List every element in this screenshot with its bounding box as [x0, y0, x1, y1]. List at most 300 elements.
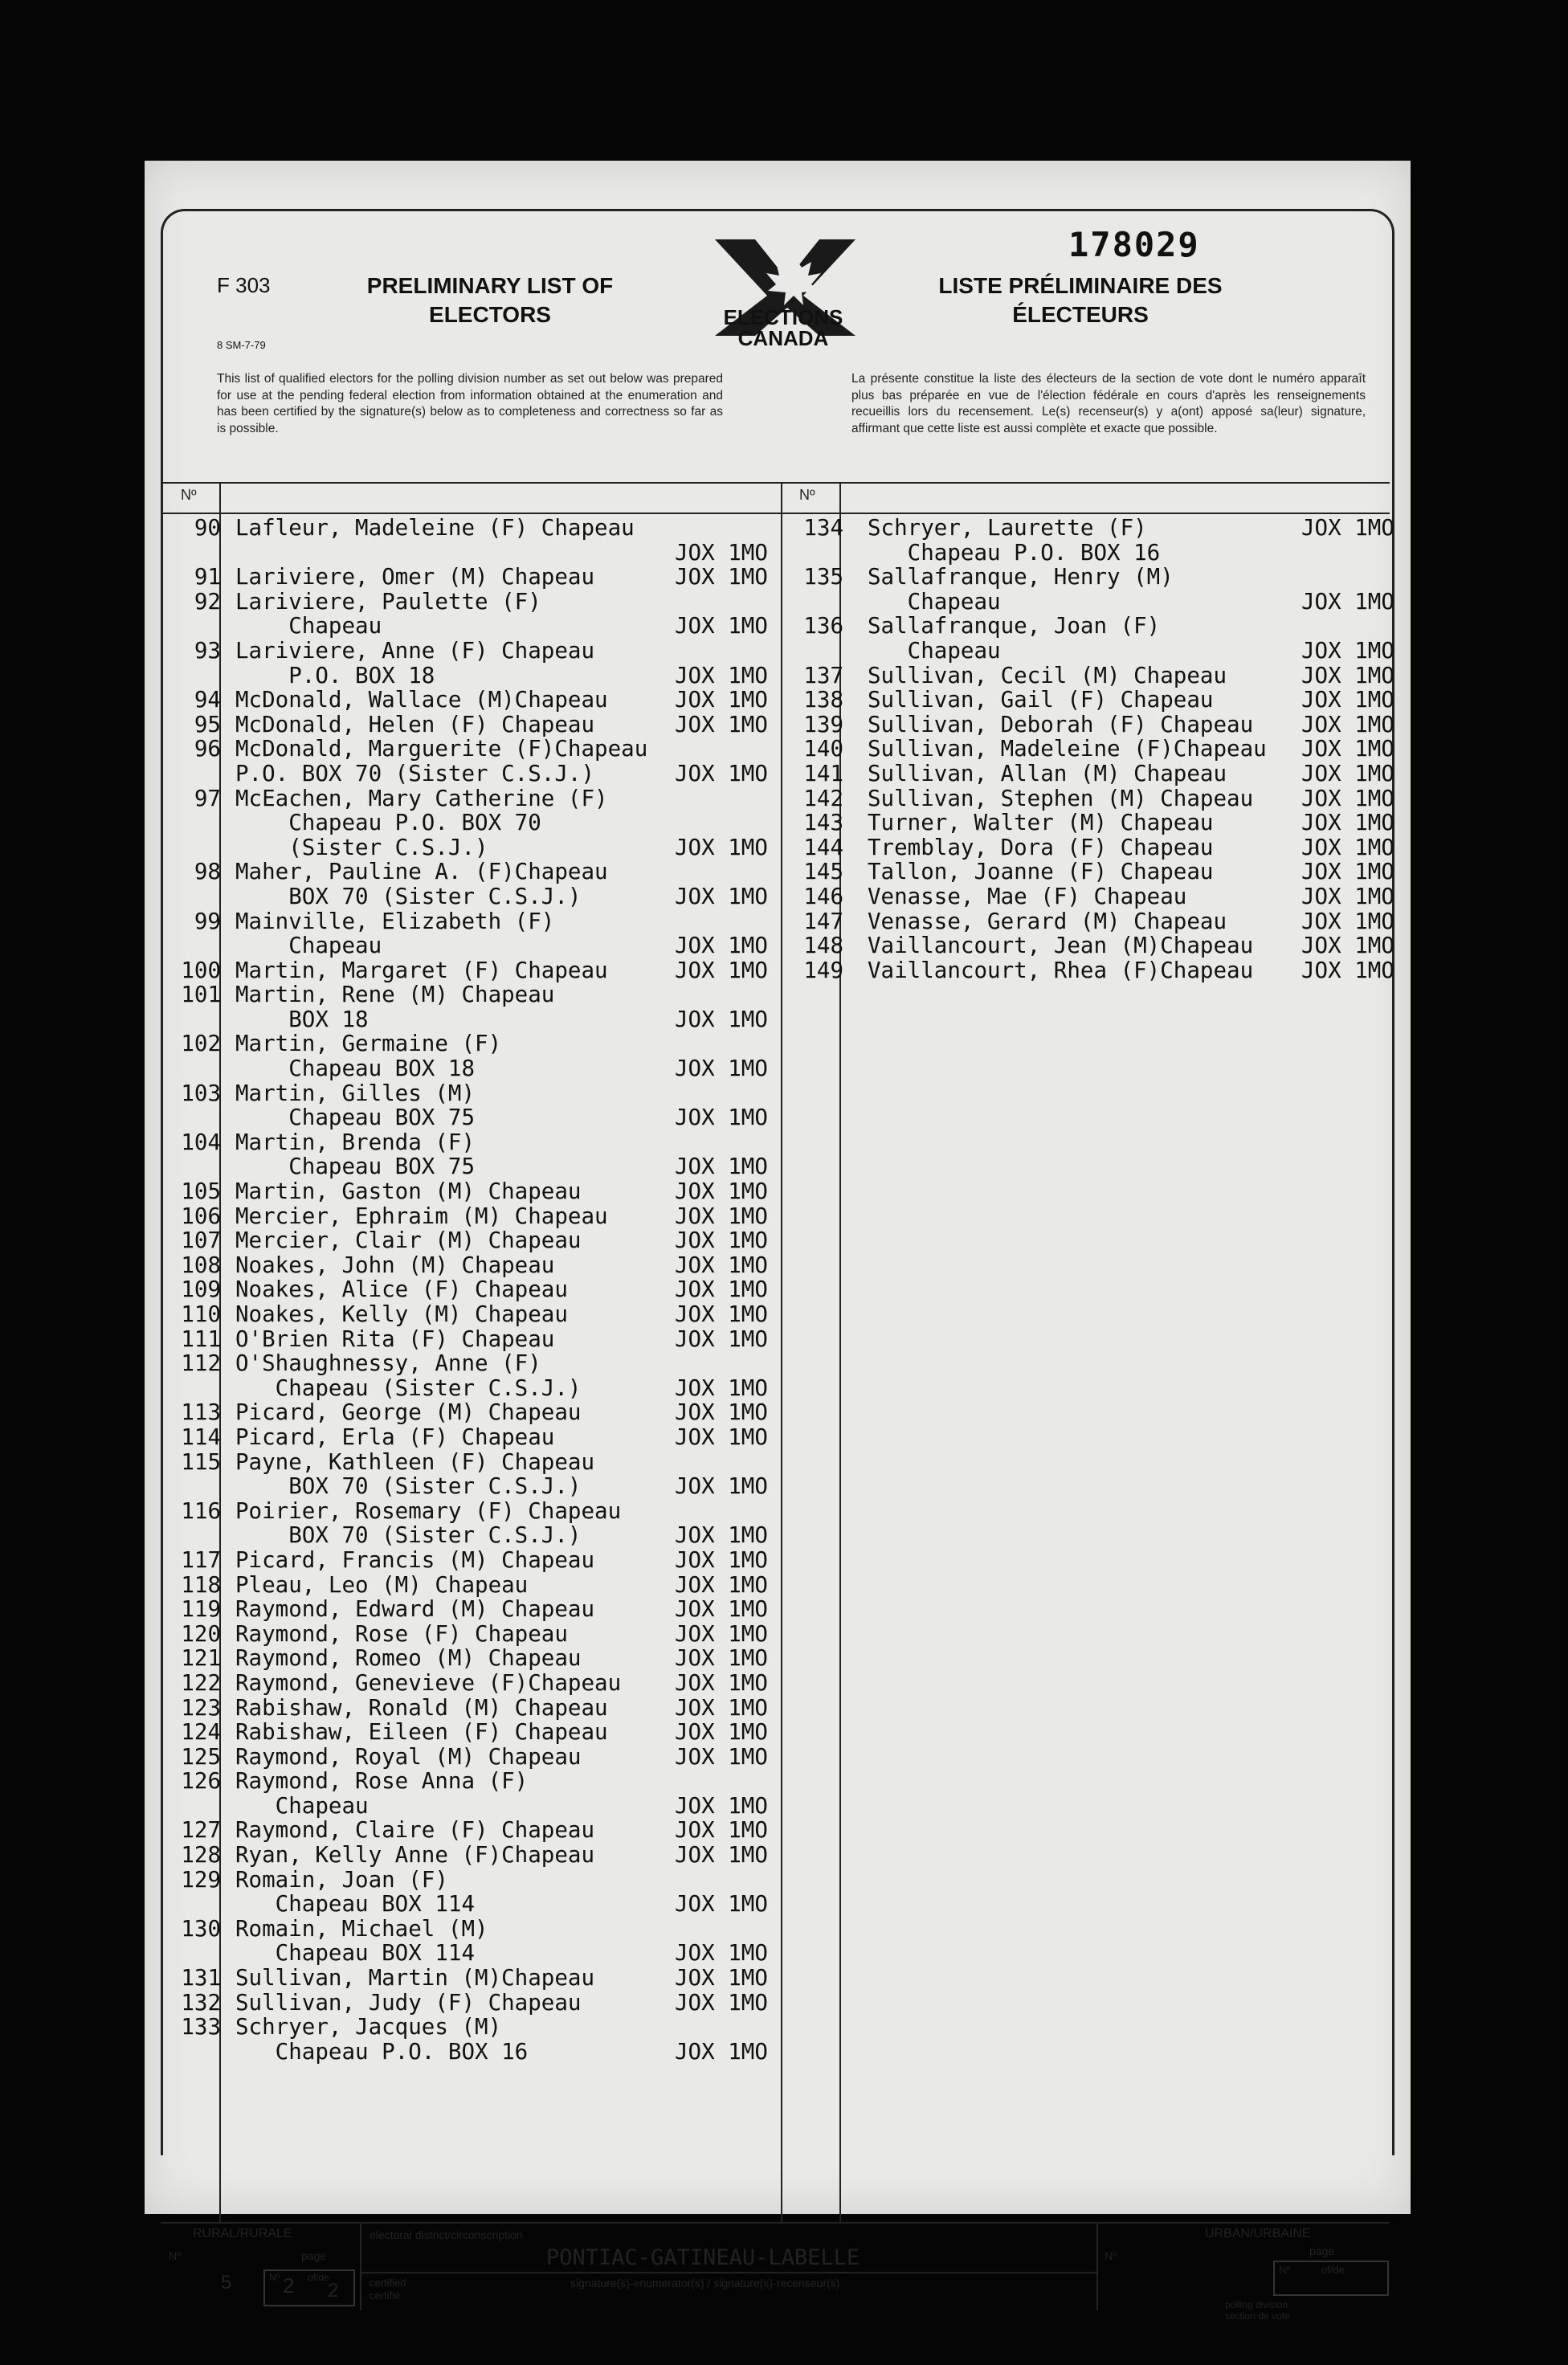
elector-name-address: Sullivan, Allan (M) Chapeau	[868, 760, 1227, 786]
elector-entry	[173, 1769, 779, 1818]
elector-name-address: Pleau, Leo (M) Chapeau	[235, 1571, 529, 1598]
elector-postal-code: JOX 1MO	[1301, 637, 1394, 664]
elector-entry-line	[173, 1671, 779, 1696]
poll-number: 5	[221, 2272, 232, 2294]
rural-no-label: Nº	[169, 2249, 182, 2262]
elector-entry	[173, 1425, 779, 1450]
elector-entry	[173, 1646, 779, 1671]
elector-number: 130	[181, 1915, 221, 1942]
elector-entry-line	[795, 811, 1406, 835]
elector-name-address: Martin, Gilles (M)	[235, 1080, 476, 1106]
elector-name-address: Chapeau P.O. BOX 70	[235, 810, 541, 836]
elector-name-address: Chapeau	[235, 613, 382, 639]
elector-number: 111	[181, 1325, 221, 1352]
elector-name-address: Noakes, Kelly (M) Chapeau	[235, 1301, 568, 1327]
elector-postal-code: JOX 1MO	[675, 1252, 768, 1278]
elector-name-address: O'Shaughnessy, Anne (F)	[235, 1350, 541, 1377]
elector-name-address: Chapeau P.O. BOX 16	[868, 539, 1161, 566]
elector-entry-line	[173, 1031, 779, 1056]
signature-label: signature(s)-enumerator(s) / signature(s)-recenseur(s)	[570, 2277, 840, 2289]
elector-entry	[173, 982, 779, 1031]
elector-postal-code: JOX 1MO	[675, 687, 768, 713]
elector-entry-line	[173, 1794, 779, 1819]
elector-postal-code: JOX 1MO	[675, 662, 768, 688]
elector-name-address: Lariviere, Anne (F) Chapeau	[235, 637, 595, 664]
elector-name-address: O'Brien Rita (F) Chapeau	[235, 1325, 555, 1352]
elector-entry-line	[173, 639, 779, 664]
elector-entry	[173, 1081, 779, 1130]
elector-entry	[795, 614, 1406, 663]
elector-name-address: P.O. BOX 70 (Sister C.S.J.)	[235, 760, 595, 786]
elector-name-address: Schryer, Laurette (F)	[868, 515, 1147, 541]
elector-number: 127	[181, 1817, 221, 1844]
elector-postal-code: JOX 1MO	[675, 1891, 768, 1918]
elector-entry-line	[173, 1154, 779, 1179]
elector-number: 94	[194, 687, 221, 713]
elector-postal-code: JOX 1MO	[675, 1276, 768, 1303]
elector-name-address: BOX 70 (Sister C.S.J.)	[235, 1522, 582, 1549]
form-number: F 303	[217, 273, 271, 297]
elector-name-address: Chapeau BOX 18	[235, 1056, 476, 1082]
elector-list-right	[795, 516, 1406, 982]
elector-entry	[173, 1573, 779, 1598]
elector-entry	[795, 713, 1406, 737]
elector-name-address: BOX 18	[235, 1006, 369, 1032]
elector-entry-line	[173, 614, 779, 639]
header-divider	[161, 482, 1390, 484]
elector-name-address: Lariviere, Paulette (F)	[235, 588, 541, 615]
elector-postal-code: JOX 1MO	[675, 1842, 768, 1869]
elector-entry-line	[173, 811, 779, 835]
elector-entry-line	[795, 909, 1406, 934]
elector-entry-line	[795, 664, 1406, 688]
elector-name-address: Raymond, Rose Anna (F)	[235, 1768, 529, 1795]
elector-name-address: Picard, Francis (M) Chapeau	[235, 1546, 595, 1573]
urban-page-no-label: Nº	[1279, 2264, 1291, 2276]
elector-entry-line	[173, 1351, 779, 1376]
elector-entry-line	[173, 1327, 779, 1352]
elector-entry-line	[173, 1499, 779, 1524]
elector-postal-code: JOX 1MO	[675, 1989, 768, 2016]
elector-entry	[795, 688, 1406, 713]
elector-entry-line	[173, 1228, 779, 1253]
polling-division-label: polling division	[1225, 2299, 1288, 2310]
elector-entry-line	[173, 1376, 779, 1401]
elector-postal-code: JOX 1MO	[675, 1940, 768, 1967]
elector-entry	[795, 811, 1406, 835]
elector-name-address: Venasse, Mae (F) Chapeau	[868, 883, 1187, 909]
elector-name-address: Venasse, Gerard (M) Chapeau	[868, 908, 1227, 934]
elector-number: 114	[181, 1423, 221, 1450]
elector-name-address: Tremblay, Dora (F) Chapeau	[868, 834, 1214, 860]
elector-entry-line	[173, 1573, 779, 1598]
elector-number: 142	[803, 785, 843, 811]
intro-paragraph-french: La présente constitue la liste des électeurs de la section de vote dont le numéro apparaît plus bas préparée en vue de l'élection fédérale en cours d'après les renseignements recueillis lors du recensement. Le(s) recenseur(s) y a(ont) apposé sa(leur) signature, affirmant que cette liste est aussi complète et exacte que possible.	[851, 372, 1366, 435]
elector-entry	[173, 1228, 779, 1253]
elector-number: 144	[803, 834, 843, 860]
elector-postal-code: JOX 1MO	[1301, 736, 1394, 762]
elector-entry	[173, 1597, 779, 1622]
elector-number: 110	[181, 1301, 221, 1327]
elector-name-address: Mainville, Elizabeth (F)	[235, 908, 555, 934]
elector-number: 124	[181, 1719, 221, 1746]
elector-name-address: Sullivan, Deborah (F) Chapeau	[868, 711, 1254, 737]
elector-entry-line	[173, 786, 779, 811]
footer-divider	[161, 2222, 1390, 2224]
elector-entry-line	[173, 1105, 779, 1130]
elector-number: 113	[181, 1399, 221, 1426]
elector-entry	[173, 1351, 779, 1400]
elector-entry-line	[173, 1081, 779, 1106]
elector-entry-line	[173, 1400, 779, 1425]
elector-number: 148	[803, 933, 843, 959]
elector-entry	[173, 737, 779, 786]
elector-entry-line	[173, 1007, 779, 1032]
elector-name-address: Raymond, Claire (F) Chapeau	[235, 1817, 595, 1844]
elector-name-address: Poirier, Rosemary (F) Chapeau	[235, 1497, 622, 1524]
elector-name-address: Chapeau BOX 75	[235, 1105, 476, 1131]
elector-entry-line	[173, 1204, 779, 1229]
urban-page-of-label: of/de	[1321, 2264, 1345, 2276]
elector-name-address: Noakes, John (M) Chapeau	[235, 1252, 555, 1278]
elector-entry	[173, 860, 779, 909]
elector-entry-line	[173, 1597, 779, 1622]
elector-entry-line	[173, 590, 779, 615]
elector-number: 121	[181, 1645, 221, 1672]
elector-number: 100	[181, 957, 221, 983]
elector-number: 137	[803, 662, 843, 688]
elector-number: 128	[181, 1842, 221, 1869]
elector-postal-code: JOX 1MO	[675, 1645, 768, 1672]
elector-name-address: Turner, Walter (M) Chapeau	[868, 810, 1214, 836]
elector-entry	[173, 1031, 779, 1080]
elector-postal-code: JOX 1MO	[1301, 810, 1394, 836]
elector-entry	[173, 1327, 779, 1352]
elector-name-address: Chapeau P.O. BOX 16	[235, 2038, 529, 2065]
elector-entry	[173, 1818, 779, 1843]
elector-name-address: Lariviere, Omer (M) Chapeau	[235, 564, 595, 590]
elector-number: 147	[803, 908, 843, 934]
elector-entry-line	[795, 835, 1406, 860]
elector-postal-code: JOX 1MO	[675, 1792, 768, 1819]
elector-number: 131	[181, 1965, 221, 1991]
title-french: LISTE PRÉLIMINAIRE DES ÉLECTEURS	[938, 273, 1223, 327]
elector-entry-line	[795, 933, 1406, 958]
logo-text-canada: CANADA	[737, 326, 829, 350]
elector-name-address: Noakes, Alice (F) Chapeau	[235, 1276, 568, 1303]
elector-postal-code: JOX 1MO	[675, 1965, 768, 1991]
elector-name-address: Schryer, Jacques (M)	[235, 2014, 502, 2040]
elector-entry-line	[173, 1179, 779, 1204]
elector-postal-code: JOX 1MO	[1301, 711, 1394, 737]
elector-entry	[173, 1130, 779, 1179]
elector-entry-line	[173, 1917, 779, 1942]
elector-entry-line	[173, 1818, 779, 1843]
elector-entry-line	[795, 762, 1406, 786]
elector-entry	[173, 565, 779, 590]
elector-entry-line	[173, 1892, 779, 1917]
elector-entry	[173, 1696, 779, 1721]
right-column-header-no: Nº	[799, 487, 815, 503]
elector-entry-line	[173, 835, 779, 860]
elector-number: 118	[181, 1571, 221, 1598]
elector-number: 143	[803, 810, 843, 836]
elector-entry-line	[795, 590, 1406, 615]
elector-entry-line	[173, 2040, 779, 2065]
elector-postal-code: JOX 1MO	[1301, 883, 1394, 909]
elector-number: 141	[803, 760, 843, 786]
rural-page-label: page	[301, 2249, 327, 2262]
elector-entry-line	[173, 565, 779, 590]
elector-entry	[173, 1966, 779, 1991]
elector-postal-code: JOX 1MO	[675, 1546, 768, 1573]
elector-name-address: Romain, Michael (M)	[235, 1915, 488, 1942]
elector-entry	[173, 1745, 779, 1770]
elector-entry-line	[795, 541, 1406, 566]
elector-name-address: Sullivan, Cecil (M) Chapeau	[868, 662, 1227, 688]
elector-entry-line	[173, 933, 779, 958]
elector-postal-code: JOX 1MO	[675, 1571, 768, 1598]
elector-entry	[173, 2015, 779, 2064]
elector-entry-line	[795, 737, 1406, 762]
elector-postal-code: JOX 1MO	[675, 1227, 768, 1254]
elector-postal-code: JOX 1MO	[1301, 859, 1394, 885]
elector-name-address: Mercier, Ephraim (M) Chapeau	[235, 1203, 608, 1229]
elector-name-address: Picard, George (M) Chapeau	[235, 1399, 582, 1426]
elector-entry	[173, 1204, 779, 1229]
elector-postal-code: JOX 1MO	[675, 1669, 768, 1696]
elector-entry-line	[173, 1991, 779, 2016]
elector-name-address: McEachen, Mary Catherine (F)	[235, 785, 608, 811]
column-header-divider	[161, 513, 1390, 514]
elector-postal-code: JOX 1MO	[675, 760, 768, 786]
elector-name-address: Sullivan, Madeleine (F)Chapeau	[868, 736, 1267, 762]
elector-entry-line	[173, 1253, 779, 1278]
elector-name-address: BOX 70 (Sister C.S.J.)	[235, 883, 582, 909]
elector-postal-code: JOX 1MO	[675, 1325, 768, 1352]
urban-label: URBAN/URBAINE	[1205, 2227, 1311, 2240]
elector-name-address: P.O. BOX 18	[235, 662, 435, 688]
elector-number: 93	[194, 637, 221, 664]
elector-number: 139	[803, 711, 843, 737]
elector-name-address: Martin, Rene (M) Chapeau	[235, 982, 555, 1008]
elector-entry	[173, 1671, 779, 1696]
elector-entry	[795, 884, 1406, 909]
elector-name-address: Chapeau BOX 114	[235, 1891, 476, 1918]
elector-number: 105	[181, 1178, 221, 1205]
elector-number: 91	[194, 564, 221, 590]
elector-number: 132	[181, 1989, 221, 2016]
elector-name-address: Martin, Germaine (F)	[235, 1031, 502, 1057]
elector-entry	[795, 762, 1406, 786]
elector-number: 101	[181, 982, 221, 1008]
elector-entry	[173, 1622, 779, 1647]
elector-name-address: Martin, Brenda (F)	[235, 1129, 476, 1155]
footer-rural-divider	[360, 2222, 361, 2310]
elector-number: 134	[803, 515, 843, 541]
elector-postal-code: JOX 1MO	[675, 1301, 768, 1327]
title-english: PRELIMINARY LIST OF ELECTORS	[366, 273, 614, 327]
elector-entry-line	[173, 737, 779, 762]
elector-postal-code: JOX 1MO	[1301, 588, 1394, 615]
elector-postal-code: JOX 1MO	[675, 2038, 768, 2065]
elector-postal-code: JOX 1MO	[1301, 662, 1394, 688]
elector-name-address: Sallafranque, Henry (M)	[868, 564, 1174, 590]
elector-postal-code: JOX 1MO	[675, 1399, 768, 1426]
elector-name-address: Maher, Pauline A. (F)Chapeau	[235, 859, 608, 885]
elector-number: 104	[181, 1129, 221, 1155]
elector-postal-code: JOX 1MO	[675, 1056, 768, 1082]
elector-entry	[173, 1253, 779, 1278]
elector-entry	[173, 1843, 779, 1868]
elector-number: 122	[181, 1669, 221, 1696]
elector-name-address: McDonald, Helen (F) Chapeau	[235, 711, 595, 737]
elector-entry-line	[173, 664, 779, 688]
elector-entry-line	[795, 884, 1406, 909]
elector-number: 99	[194, 908, 221, 934]
elector-postal-code: JOX 1MO	[675, 1154, 768, 1180]
elector-entry-line	[173, 1548, 779, 1573]
urban-page-label: page	[1309, 2245, 1335, 2257]
intro-paragraph-english: This list of qualified electors for the polling division number as set out below was prepared for use at the pending federal election from information obtained at the enumeration and has been certified by the signature(s) below as to completeness and correctness so far as is possible.	[217, 372, 723, 435]
page-of-label: of/de	[308, 2272, 329, 2283]
elector-entry	[173, 958, 779, 983]
elector-entry-line	[173, 1966, 779, 1991]
elector-number: 135	[803, 564, 843, 590]
elector-entry	[795, 664, 1406, 688]
logo-wordmark	[691, 307, 876, 349]
elector-entry-line	[173, 982, 779, 1007]
elector-name-address: Raymond, Genevieve (F)Chapeau	[235, 1669, 622, 1696]
elector-name-address: Rabishaw, Eileen (F) Chapeau	[235, 1719, 608, 1746]
elector-entry-line	[173, 688, 779, 713]
elector-name-address: Chapeau	[235, 1792, 369, 1819]
elector-postal-code: JOX 1MO	[675, 933, 768, 959]
elector-postal-code: JOX 1MO	[1301, 515, 1394, 541]
certifie-label: certifié	[370, 2289, 401, 2302]
elector-name-address: Chapeau	[235, 933, 382, 959]
elector-entry-line	[173, 1941, 779, 1966]
elector-name-address: Vaillancourt, Rhea (F)Chapeau	[868, 957, 1254, 983]
left-column-header-no: Nº	[181, 487, 197, 503]
elector-entry-line	[173, 1769, 779, 1794]
elector-entry	[795, 737, 1406, 762]
elector-entry	[173, 688, 779, 713]
elector-entry-line	[795, 860, 1406, 884]
elector-entry	[795, 835, 1406, 860]
elector-entry	[173, 786, 779, 860]
elector-entry-line	[795, 565, 1406, 590]
certified-label: certified	[370, 2277, 406, 2289]
elector-name-address: Sullivan, Martin (M)Chapeau	[235, 1965, 595, 1991]
elector-entry	[173, 639, 779, 688]
form-date-code: 8 SM-7-79	[217, 339, 266, 351]
elector-number: 106	[181, 1203, 221, 1229]
elector-postal-code: JOX 1MO	[675, 1178, 768, 1205]
elector-name-address: Ryan, Kelly Anne (F)Chapeau	[235, 1842, 595, 1869]
elector-number: 115	[181, 1448, 221, 1475]
elector-number: 136	[803, 613, 843, 639]
district-label: electoral district/circonscription	[370, 2228, 523, 2241]
elector-entry-line	[795, 958, 1406, 983]
elector-postal-code: JOX 1MO	[1301, 908, 1394, 934]
elector-entry-line	[795, 614, 1406, 639]
elector-number: 126	[181, 1768, 221, 1795]
elector-entry-line	[173, 1130, 779, 1155]
elector-entry-line	[173, 2015, 779, 2040]
elector-entry-line	[173, 860, 779, 884]
elector-entry-line	[173, 1843, 779, 1868]
elector-number: 109	[181, 1276, 221, 1303]
elector-entry	[173, 1400, 779, 1425]
footer-urban-divider	[1096, 2222, 1098, 2310]
elector-name-address: Sullivan, Stephen (M) Chapeau	[868, 785, 1254, 811]
elector-name-address: BOX 70 (Sister C.S.J.)	[235, 1473, 582, 1500]
elector-name-address: McDonald, Wallace (M)Chapeau	[235, 687, 608, 713]
elector-number: 102	[181, 1031, 221, 1057]
elector-name-address: Chapeau (Sister C.S.J.)	[235, 1374, 582, 1401]
urban-no-label: Nº	[1105, 2249, 1117, 2262]
elector-entry-line	[173, 1646, 779, 1671]
elector-entry-line	[173, 884, 779, 909]
elector-name-address: Raymond, Royal (M) Chapeau	[235, 1743, 582, 1770]
elector-name-address: Rabishaw, Ronald (M) Chapeau	[235, 1694, 608, 1721]
center-column-rule	[781, 482, 782, 2222]
elector-number: 112	[181, 1350, 221, 1377]
elector-postal-code: JOX 1MO	[675, 1817, 768, 1844]
elector-number: 98	[194, 859, 221, 885]
elector-entry-line	[173, 909, 779, 934]
elector-postal-code: JOX 1MO	[675, 1694, 768, 1721]
elector-entry	[795, 786, 1406, 811]
elector-postal-code: JOX 1MO	[675, 957, 768, 983]
elector-entry	[173, 1991, 779, 2016]
elector-number: 95	[194, 711, 221, 737]
elector-entry-line	[173, 1868, 779, 1893]
elector-number: 140	[803, 736, 843, 762]
elector-name-address: Picard, Erla (F) Chapeau	[235, 1423, 555, 1450]
page-total: 2	[328, 2280, 339, 2302]
elector-entry	[173, 516, 779, 565]
elector-entry-line	[173, 713, 779, 737]
elector-name-address: Mercier, Clair (M) Chapeau	[235, 1227, 582, 1254]
elector-number: 117	[181, 1546, 221, 1573]
elector-entry-line	[173, 958, 779, 983]
elector-name-address: Tallon, Joanne (F) Chapeau	[868, 859, 1214, 885]
section-de-vote-label: section de vote	[1225, 2310, 1290, 2322]
elector-entry-line	[173, 1523, 779, 1548]
elector-postal-code: JOX 1MO	[675, 539, 768, 566]
elector-number: 116	[181, 1497, 221, 1524]
elector-name-address: Raymond, Edward (M) Chapeau	[235, 1596, 595, 1623]
elector-postal-code: JOX 1MO	[675, 1105, 768, 1131]
elector-name-address: Raymond, Rose (F) Chapeau	[235, 1620, 568, 1647]
elector-entry-line	[795, 688, 1406, 713]
elector-name-address: Payne, Kathleen (F) Chapeau	[235, 1448, 595, 1475]
elector-number: 123	[181, 1694, 221, 1721]
elector-entry	[173, 1917, 779, 1966]
elector-postal-code: JOX 1MO	[675, 564, 768, 590]
elector-postal-code: JOX 1MO	[675, 1423, 768, 1450]
elector-entry	[173, 1499, 779, 1548]
elector-name-address: Romain, Joan (F)	[235, 1866, 448, 1893]
elector-name-address: Raymond, Romeo (M) Chapeau	[235, 1645, 582, 1672]
elector-number: 120	[181, 1620, 221, 1647]
elector-entry-line	[795, 639, 1406, 664]
elector-entry	[173, 1179, 779, 1204]
rural-label: RURAL/RURALE	[193, 2227, 292, 2240]
elector-number: 149	[803, 957, 843, 983]
